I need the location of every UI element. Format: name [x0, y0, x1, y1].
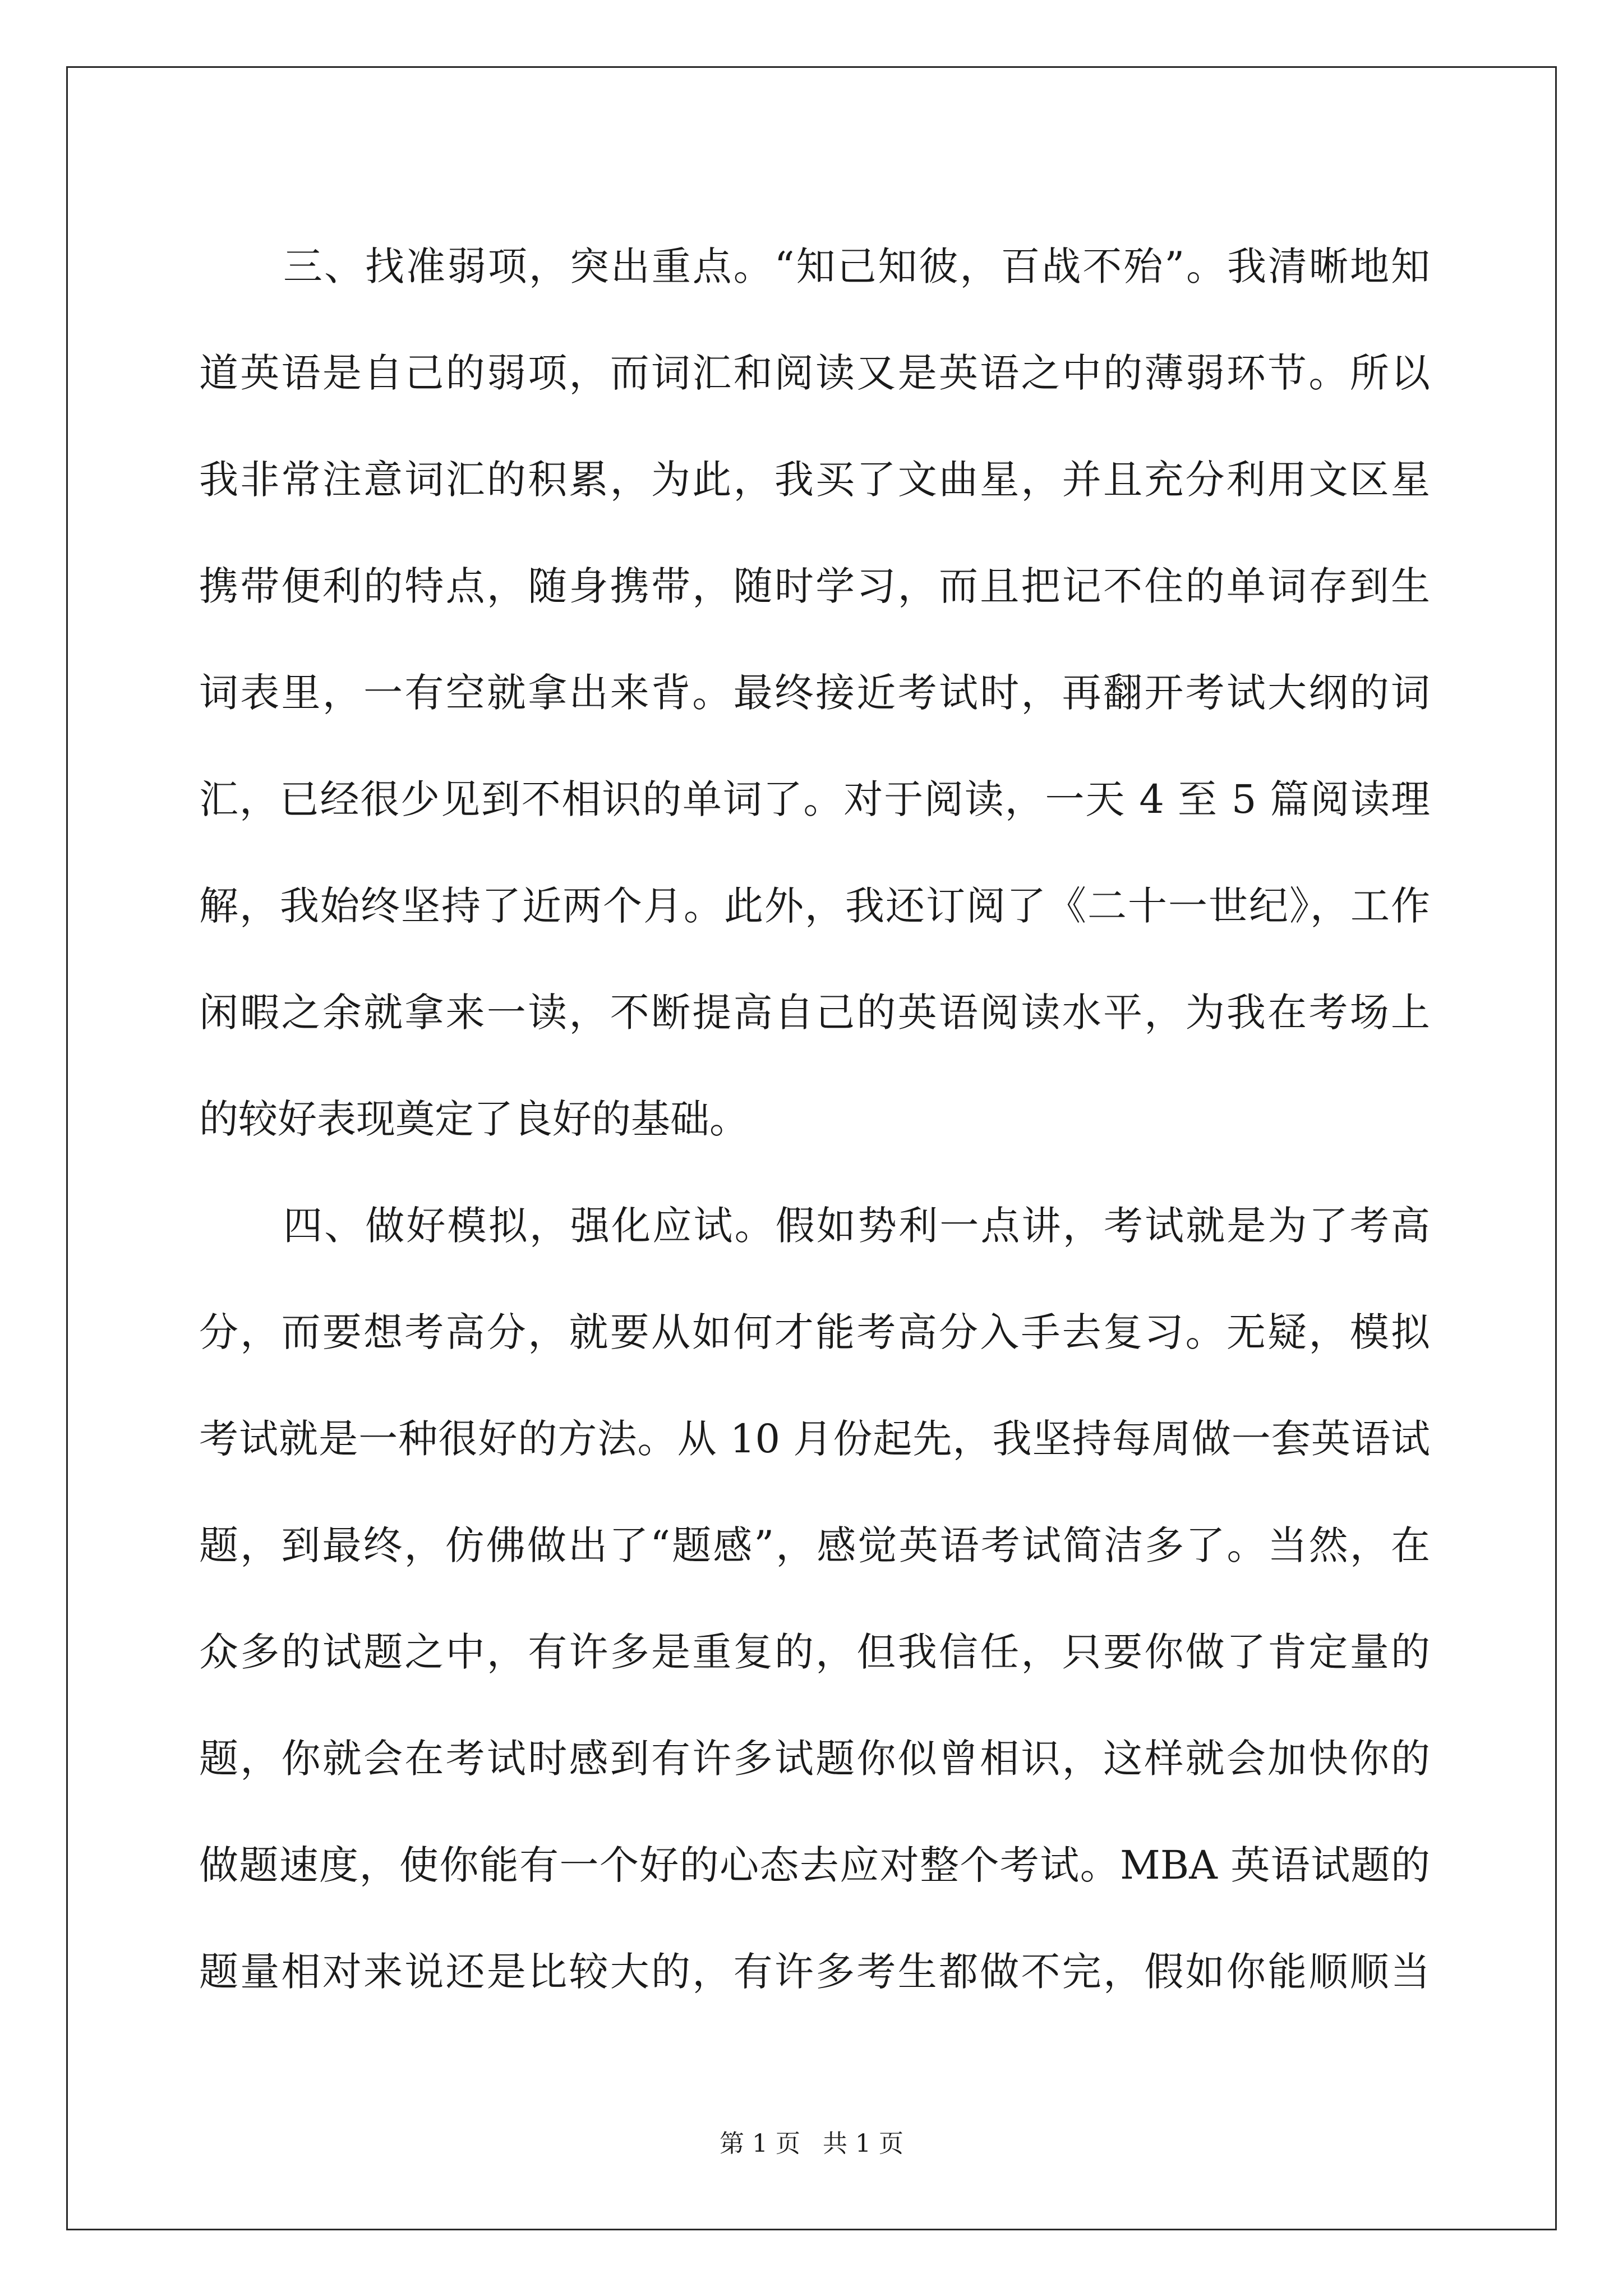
paragraph-1-line-8: 闲暇之余就拿来一读，不断提高自己的英语阅读水平，为我在考场上 [199, 990, 1430, 1036]
page-number: 第 1 页 [720, 2129, 800, 2158]
paragraph-1-line-5: 词表里，一有空就拿出来背。最终接近考试时，再翻开考试大纲的词 [199, 670, 1430, 716]
paragraph-1-line-7: 解，我始终坚持了近两个月。此外，我还订阅了《二十一世纪》，工作 [199, 883, 1430, 929]
paragraph-2-line-1: 四、做好模拟，强化应试。假如势利一点讲，考试就是为了考高 [283, 1203, 1430, 1249]
paragraph-1-line-9: 的较好表现奠定了良好的基础。 [199, 1096, 749, 1142]
paragraph-1-line-2: 道英语是自己的弱项，而词汇和阅读又是英语之中的薄弱环节。所以 [199, 350, 1430, 396]
paragraph-2-line-5: 众多的试题之中，有许多是重复的，但我信任，只要你做了肯定量的 [199, 1629, 1430, 1675]
paragraph-2-line-4: 题，到最终，仿佛做出了“题感”，感觉英语考试简洁多了。当然，在 [199, 1522, 1430, 1568]
paragraph-2-line-2: 分，而要想考高分，就要从如何才能考高分入手去复习。无疑，模拟 [199, 1309, 1430, 1355]
paragraph-1-line-3: 我非常注意词汇的积累，为此，我买了文曲星，并且充分利用文区星 [199, 457, 1430, 503]
page-total: 共 1 页 [823, 2129, 903, 2158]
paragraph-1-line-6: 汇，已经很少见到不相识的单词了。对于阅读，一天 4 至 5 篇阅读理 [199, 776, 1430, 822]
paragraph-1-line-4: 携带便利的特点，随身携带，随时学习，而且把记不住的单词存到生 [199, 563, 1430, 609]
paragraph-2-line-3: 考试就是一种很好的方法。从 10 月份起先，我坚持每周做一套英语试 [199, 1416, 1430, 1462]
paragraph-2-line-8: 题量相对来说还是比较大的，有许多考生都做不完，假如你能顺顺当 [199, 1949, 1430, 1995]
paragraph-2-line-6: 题，你就会在考试时感到有许多试题你似曾相识，这样就会加快你的 [199, 1736, 1430, 1782]
paragraph-1-line-1: 三、找准弱项，突出重点。“知己知彼，百战不殆”。我清晰地知 [283, 243, 1430, 289]
paragraph-2-line-7: 做题速度，使你能有一个好的心态去应对整个考试。MBA 英语试题的 [199, 1842, 1430, 1888]
page-footer [0, 2127, 1623, 2161]
